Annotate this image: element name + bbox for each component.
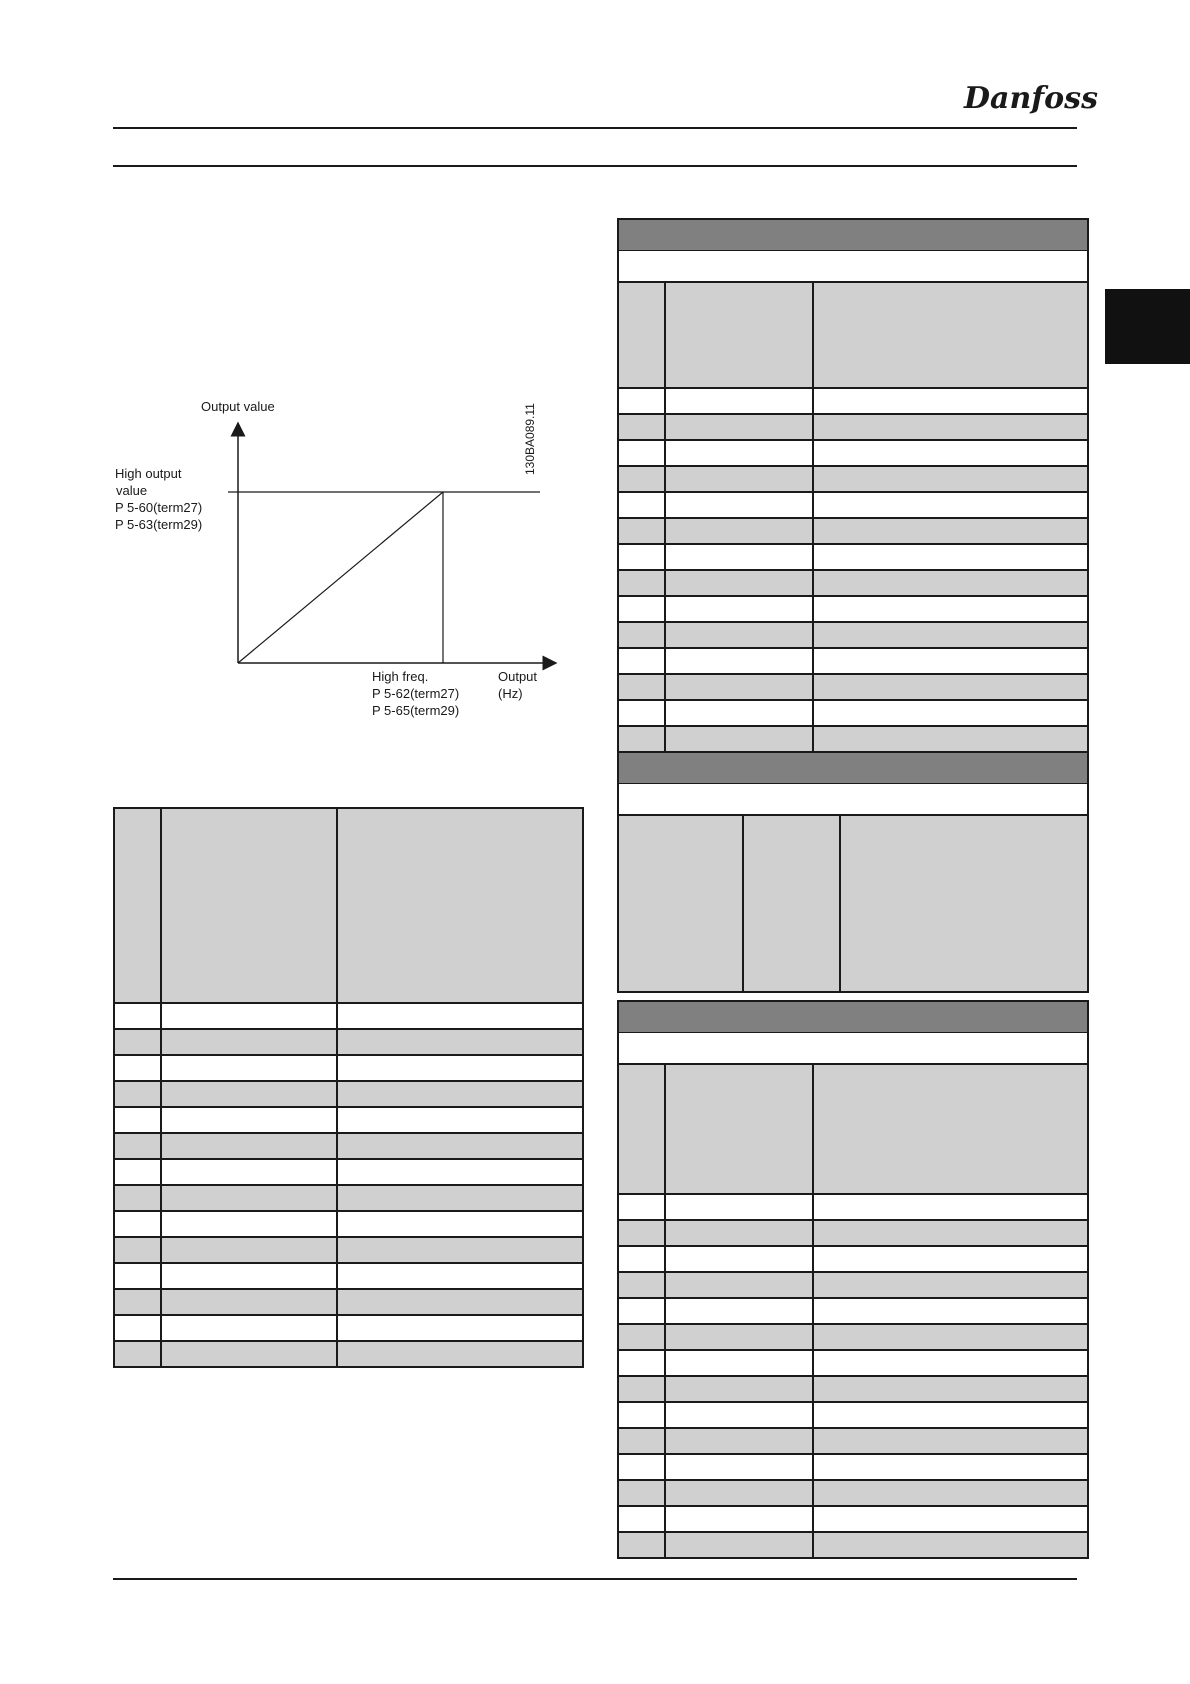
footer-rule	[113, 1578, 1077, 1580]
table-subtitle	[619, 251, 1087, 283]
high-freq-label-3: P 5-65(term29)	[372, 703, 460, 718]
high-freq-label-1: High freq.	[372, 669, 429, 684]
danfoss-logo	[960, 72, 1098, 122]
chapter-tab	[1105, 289, 1190, 364]
left-parameter-table	[113, 807, 584, 1368]
y-axis-label: Output value	[201, 399, 275, 414]
output-graph	[110, 395, 580, 725]
high-output-label-1: High output	[115, 466, 182, 481]
x-axis-label-1: Output	[498, 669, 538, 684]
figure-id: 130BA089.11	[523, 403, 537, 475]
table-title-bar	[619, 220, 1087, 251]
table-title-bar	[619, 753, 1087, 784]
header-rule-top	[113, 127, 1077, 129]
table-subtitle	[619, 1033, 1087, 1065]
high-freq-label-2: P 5-62(term27)	[372, 686, 460, 701]
table-title-bar	[619, 1002, 1087, 1033]
high-output-label-2: value	[116, 483, 148, 498]
table-subtitle	[619, 784, 1087, 816]
right-bottom-parameter-table	[617, 1000, 1089, 1559]
right-top-parameter-table	[617, 218, 1089, 753]
logo-wordmark: Danfoss	[964, 81, 1098, 116]
header-rule-bottom	[113, 165, 1077, 167]
x-axis-label-2: (Hz)	[498, 686, 523, 701]
right-mid-table	[617, 751, 1089, 993]
high-output-label-4: P 5-63(term29)	[115, 517, 203, 532]
ramp-line	[238, 492, 443, 663]
high-output-label-3: P 5-60(term27)	[115, 500, 203, 515]
